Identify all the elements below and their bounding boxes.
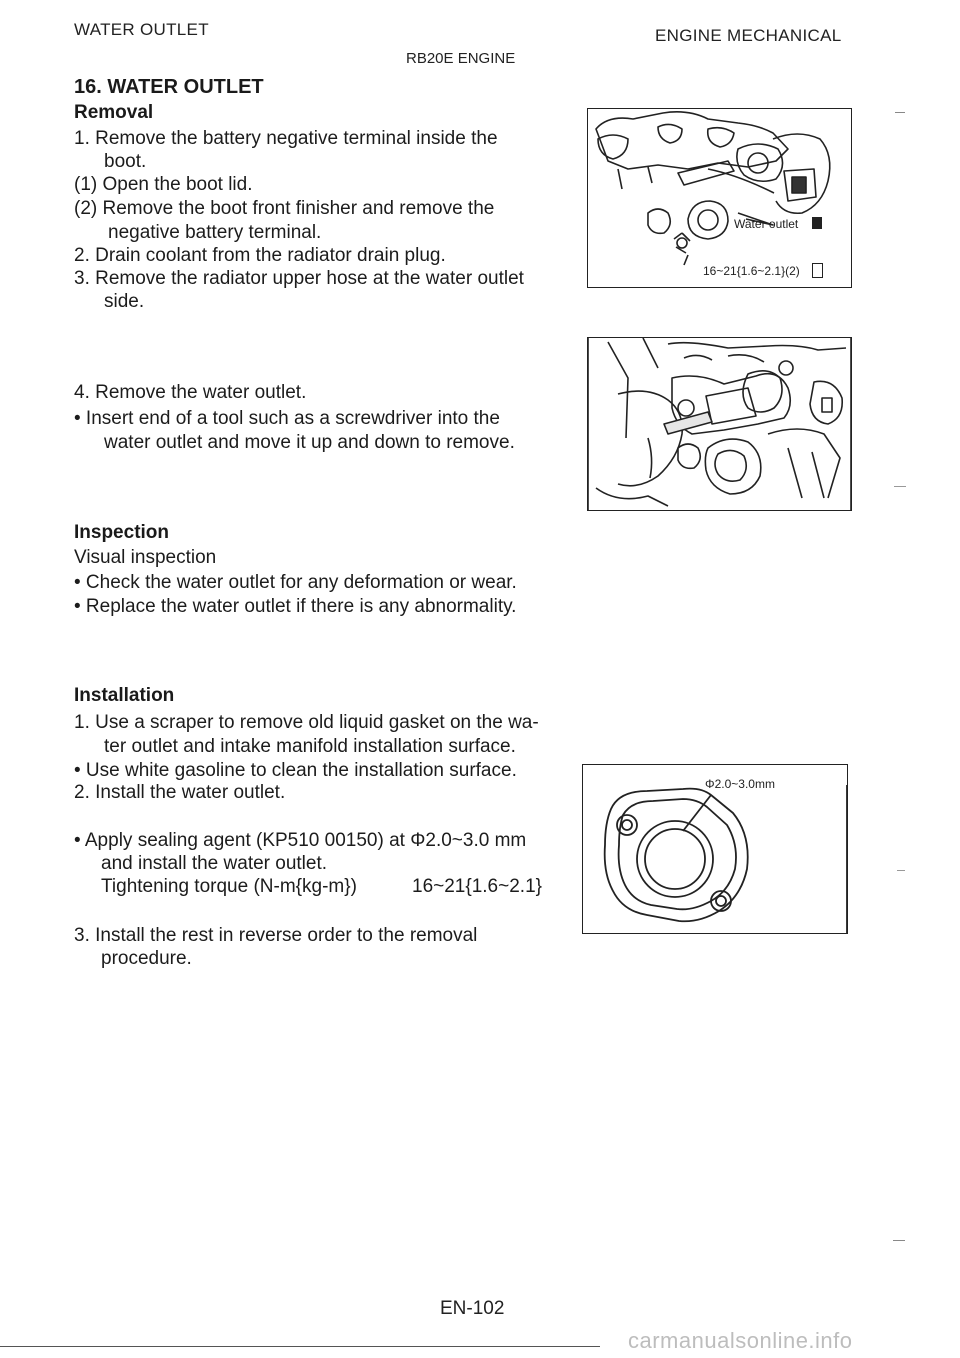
installation-heading: Installation — [74, 685, 175, 706]
torque-value: 16~21{1.6~2.1} — [412, 876, 542, 897]
label-torque: 16~21{1.6~2.1}(2) — [703, 264, 800, 278]
installation-step-3: 3. Install the rest in reverse order to the removal — [74, 925, 478, 946]
removal-step-1: 1. Remove the battery negative terminal inside the — [74, 128, 498, 149]
inspection-subheading: Visual inspection — [74, 547, 217, 568]
margin-mark — [897, 870, 905, 871]
removal-step-1-2: (2) Remove the boot front finisher and remove the — [74, 198, 495, 219]
installation-step-1-cont: ter outlet and intake manifold installation surface. — [104, 736, 516, 757]
inspection-heading: Inspection — [74, 522, 170, 543]
installation-bullet-1: • Use white gasoline to clean the installation surface. — [74, 760, 517, 781]
figure-water-outlet-drawing — [588, 109, 851, 287]
page-number: EN-102 — [440, 1298, 505, 1319]
removal-step-2: 2. Drain coolant from the radiator drain plug. — [74, 245, 446, 266]
label-water-outlet: Water outlet — [734, 217, 799, 231]
removal-heading: Removal — [74, 102, 154, 123]
removal-step-1-2-cont: negative battery terminal. — [108, 222, 322, 243]
removal-step-1-cont: boot. — [104, 151, 147, 172]
installation-step-1: 1. Use a scraper to remove old liquid gasket on the wa- — [74, 712, 539, 733]
watermark-site: carmanualsonline.info — [628, 1328, 853, 1353]
header-center: RB20E ENGINE — [406, 50, 516, 67]
installation-step-2: 2. Install the water outlet. — [74, 782, 286, 803]
installation-step-3-cont: procedure. — [101, 948, 192, 969]
removal-step-1-1: (1) Open the boot lid. — [74, 174, 253, 195]
figure-water-outlet-location — [587, 108, 852, 288]
installation-bullet-2-cont: and install the water outlet. — [101, 853, 328, 874]
torque-symbol-icon — [812, 263, 823, 278]
header-right: ENGINE MECHANICAL — [655, 26, 842, 45]
removal-step-3: 3. Remove the radiator upper hose at the water outlet — [74, 268, 524, 289]
label-bead-diameter: Φ2.0~3.0mm — [705, 777, 775, 791]
margin-mark — [894, 486, 906, 487]
margin-mark — [893, 1240, 905, 1241]
removal-bullet-1: • Insert end of a tool such as a screwdriver into the — [74, 408, 500, 429]
header-left: WATER OUTLET — [74, 20, 209, 39]
removal-step-4: 4. Remove the water outlet. — [74, 382, 307, 403]
figure-sealant-bead — [582, 764, 848, 934]
removal-step-3-cont: side. — [104, 291, 145, 312]
removal-bullet-1-cont: water outlet and move it up and down to remove. — [104, 432, 515, 453]
inspection-bullet-1: • Check the water outlet for any deformation or wear. — [74, 572, 517, 593]
figure-water-outlet-removal-drawing — [588, 338, 851, 510]
seal-symbol-icon — [812, 217, 822, 229]
margin-mark — [895, 112, 905, 113]
section-title: 16. WATER OUTLET — [74, 76, 264, 98]
inspection-bullet-2: • Replace the water outlet if there is any abnormality. — [74, 596, 517, 617]
footer-rule — [0, 1346, 600, 1347]
torque-label: Tightening torque (N-m{kg-m}) — [101, 876, 357, 897]
installation-bullet-2: • Apply sealing agent (KP510 00150) at Φ2.0~3.0 mm — [74, 830, 527, 851]
figure-water-outlet-removal — [587, 337, 852, 511]
